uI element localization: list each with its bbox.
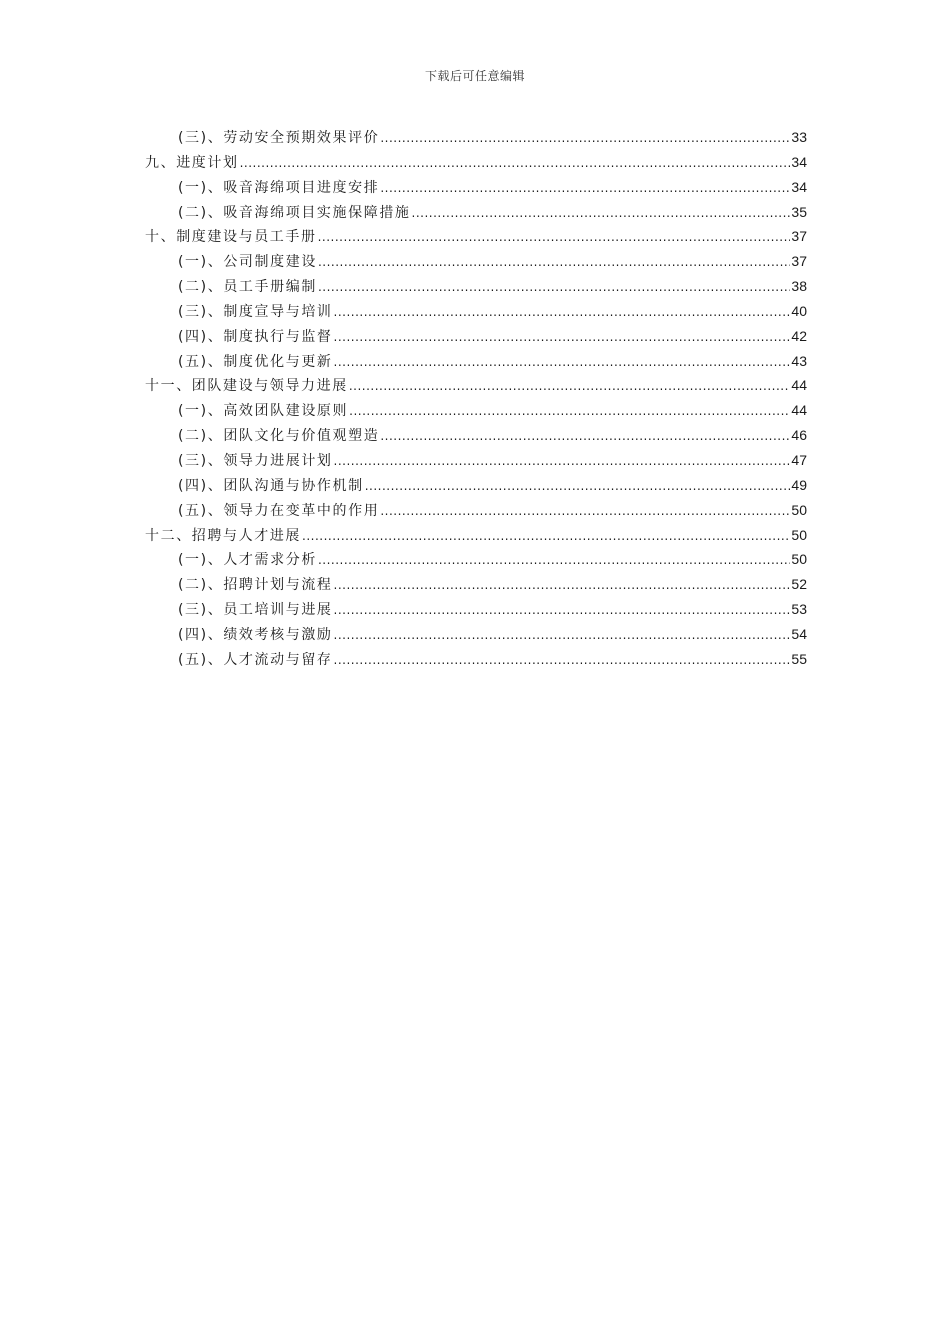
toc-dot-leader	[380, 499, 790, 524]
toc-entry-title: (二)、员工手册编制	[178, 279, 317, 296]
toc-dot-leader	[334, 573, 791, 598]
toc-entry[interactable]	[145, 224, 807, 249]
toc-dot-leader	[412, 201, 791, 226]
toc-entry[interactable]	[145, 473, 807, 498]
toc-entry-title: (一)、人才需求分析	[178, 552, 317, 569]
toc-entry-title: (三)、劳动安全预期效果评价	[178, 130, 380, 146]
toc-entry[interactable]	[145, 299, 807, 324]
toc-entry-page: 53	[791, 601, 807, 618]
toc-entry[interactable]	[145, 647, 807, 672]
toc-entry-page: 43	[791, 352, 807, 369]
toc-entry[interactable]	[145, 200, 807, 225]
toc-dot-leader	[334, 623, 791, 648]
toc-dot-leader	[349, 374, 791, 399]
toc-dot-leader	[365, 474, 791, 499]
toc-entry[interactable]	[145, 249, 807, 274]
toc-entry[interactable]	[145, 597, 807, 622]
toc-entry-title: 十二、招聘与人才进展	[145, 527, 301, 544]
toc-dot-leader	[240, 151, 791, 176]
toc-entry[interactable]	[145, 622, 807, 647]
page-header: 下载后可任意编辑	[424, 69, 525, 83]
toc-entry-page: 50	[791, 501, 807, 518]
toc-entry[interactable]	[145, 423, 807, 448]
toc-entry-page: 40	[791, 302, 807, 319]
toc-entry[interactable]	[145, 398, 807, 423]
toc-entry[interactable]	[145, 324, 807, 349]
toc-entry-page: 33	[791, 129, 807, 145]
toc-entry-title: (二)、招聘计划与流程	[178, 577, 333, 594]
toc-entry-page: 34	[791, 153, 807, 170]
toc-entry-page: 44	[791, 377, 807, 394]
toc-entry-page: 50	[791, 551, 807, 568]
toc-dot-leader	[334, 598, 791, 623]
toc-dot-leader	[334, 350, 791, 375]
toc-entry-title: (四)、制度执行与监督	[178, 328, 333, 345]
toc-dot-leader	[318, 225, 791, 250]
toc-entry-page: 46	[791, 427, 807, 444]
toc-entry-title: (四)、团队沟通与协作机制	[178, 477, 364, 494]
toc-entry-page: 44	[791, 402, 807, 419]
toc-entry-page: 34	[791, 178, 807, 195]
toc-entry-page: 52	[791, 576, 807, 593]
toc-dot-leader	[334, 325, 791, 350]
toc-entry[interactable]	[145, 523, 807, 548]
toc-entry[interactable]	[145, 125, 807, 150]
toc-dot-leader	[318, 250, 790, 275]
toc-entry-title: (一)、公司制度建设	[178, 254, 317, 271]
toc-dot-leader	[380, 176, 790, 201]
toc-entry-title: (一)、吸音海绵项目进度安排	[178, 179, 380, 196]
toc-entry[interactable]	[145, 498, 807, 523]
toc-entry-title: 十、制度建设与员工手册	[145, 229, 317, 246]
toc-dot-leader	[380, 424, 790, 449]
toc-entry-page: 55	[791, 650, 807, 667]
toc-entry-title: (三)、制度宣导与培训	[178, 303, 333, 320]
toc-dot-leader	[380, 126, 790, 151]
toc-entry-title: (五)、人才流动与留存	[178, 651, 333, 668]
toc-entry-title: (三)、员工培训与进展	[178, 602, 333, 619]
toc-entry-title: 九、进度计划	[145, 154, 239, 171]
toc-dot-leader	[334, 449, 791, 474]
toc-entry-page: 35	[791, 203, 807, 220]
toc-entry-title: (三)、领导力进展计划	[178, 452, 333, 469]
toc-dot-leader	[318, 275, 790, 300]
toc-entry-title: (二)、吸音海绵项目实施保障措施	[178, 204, 411, 221]
toc-entry[interactable]	[145, 175, 807, 200]
toc-entry-title: 十一、团队建设与领导力进展	[145, 378, 348, 395]
toc-entry-page: 49	[791, 476, 807, 493]
toc-entry-title: (一)、高效团队建设原则	[178, 403, 349, 420]
toc-entry-page: 38	[791, 278, 807, 295]
toc-dot-leader	[334, 300, 791, 325]
toc-entry-page: 54	[791, 625, 807, 642]
toc-entry[interactable]	[145, 572, 807, 597]
toc-entry-title: (四)、绩效考核与激励	[178, 626, 333, 643]
toc-entry-page: 47	[791, 451, 807, 468]
toc-entry-page: 37	[791, 228, 807, 245]
toc-dot-leader	[318, 548, 790, 573]
toc-entry-title: (五)、领导力在变革中的作用	[178, 502, 380, 519]
toc-dot-leader	[334, 648, 791, 673]
table-of-contents	[145, 125, 807, 672]
toc-entry-title: (五)、制度优化与更新	[178, 353, 333, 370]
toc-entry[interactable]	[145, 150, 807, 175]
toc-entry-page: 50	[791, 526, 807, 543]
toc-entry[interactable]	[145, 274, 807, 299]
toc-entry[interactable]	[145, 547, 807, 572]
toc-entry[interactable]	[145, 349, 807, 374]
toc-entry-page: 42	[791, 327, 807, 344]
toc-entry[interactable]	[145, 448, 807, 473]
toc-entry[interactable]	[145, 373, 807, 398]
toc-entry-page: 37	[791, 253, 807, 270]
toc-dot-leader	[349, 399, 790, 424]
toc-dot-leader	[302, 524, 790, 549]
toc-entry-title: (二)、团队文化与价值观塑造	[178, 428, 380, 445]
